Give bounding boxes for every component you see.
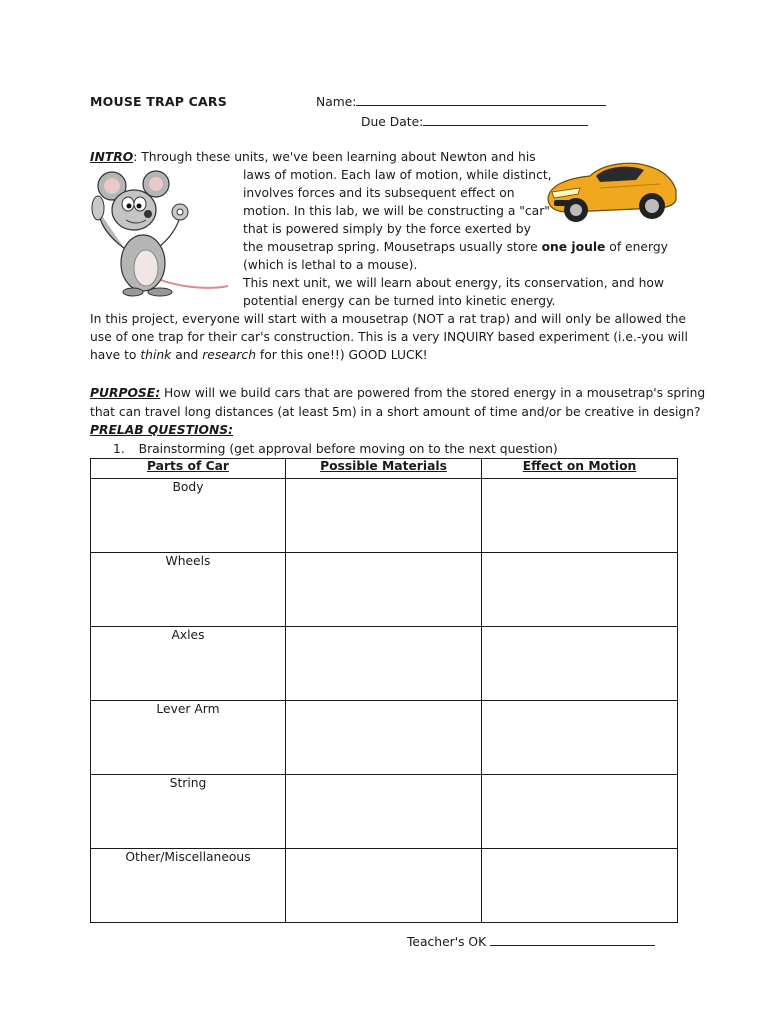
row-label-other: Other/Miscellaneous: [91, 849, 286, 923]
due-date-field: [361, 114, 588, 129]
project-line-2: use of one trap for their car's construction. This is a very INQUIRY based experiment (i.e.-you will: [90, 330, 688, 344]
table-row: [91, 701, 678, 775]
due-date-blank: [423, 114, 588, 126]
name-field: [316, 94, 606, 109]
due-date-label: Due Date:: [361, 115, 424, 129]
mouse-icon: [88, 168, 233, 303]
intro-line-2: laws of motion. Each law of motion, while distinct,: [243, 168, 552, 182]
intro-line-6: the mousetrap spring. Mousetraps usually store one joule of energy: [243, 240, 668, 254]
purpose-heading: PURPOSE:: [90, 386, 161, 400]
one-joule-text: one joule: [541, 240, 606, 254]
header-effect-on-motion: Effect on Motion: [482, 459, 678, 479]
header-possible-materials: Possible Materials: [286, 459, 482, 479]
car-icon: [540, 148, 680, 228]
teacher-ok-blank: [490, 934, 655, 946]
table-row: [91, 553, 678, 627]
intro-line-8: This next unit, we will learn about energy, its conservation, and how: [243, 276, 664, 290]
header-parts-of-car: Parts of Car: [91, 459, 286, 479]
name-label: Name:: [316, 95, 357, 109]
materials-cell[interactable]: [286, 775, 482, 849]
document-title: MOUSE TRAP CARS: [90, 94, 227, 109]
table-row: [91, 775, 678, 849]
intro-line-9: potential energy can be turned into kinetic energy.: [243, 294, 556, 308]
effect-cell[interactable]: [482, 701, 678, 775]
purpose-line-2: that can travel long distances (at least 5m) in a short amount of time and/or be creative in design?: [90, 405, 701, 419]
intro-heading: INTRO: [90, 150, 134, 164]
teacher-ok-label: Teacher's OK: [407, 935, 491, 949]
materials-cell[interactable]: [286, 553, 482, 627]
effect-cell[interactable]: [482, 775, 678, 849]
row-label-wheels: Wheels: [91, 553, 286, 627]
table-row: [91, 627, 678, 701]
research-text: research: [202, 348, 256, 362]
brainstorm-table: [90, 458, 678, 923]
materials-cell[interactable]: [286, 627, 482, 701]
table-header-row: [91, 459, 678, 479]
prelab-heading: PRELAB QUESTIONS:: [90, 423, 234, 437]
project-line-3: have to think and research for this one!!) GOOD LUCK!: [90, 348, 428, 362]
materials-cell[interactable]: [286, 479, 482, 553]
effect-cell[interactable]: [482, 553, 678, 627]
effect-cell[interactable]: [482, 849, 678, 923]
teacher-ok-field: [407, 934, 655, 949]
row-label-string: String: [91, 775, 286, 849]
table-row: [91, 479, 678, 553]
intro-line-7: (which is lethal to a mouse).: [243, 258, 418, 272]
materials-cell[interactable]: [286, 701, 482, 775]
row-label-lever-arm: Lever Arm: [91, 701, 286, 775]
project-line-1: In this project, everyone will start with a mousetrap (NOT a rat trap) and will only be allowed the: [90, 312, 686, 326]
effect-cell[interactable]: [482, 479, 678, 553]
question-1-text: Brainstorming (get approval before moving on to the next question): [138, 442, 558, 456]
think-text: think: [140, 348, 172, 362]
intro-line-3: involves forces and its subsequent effect on: [243, 186, 515, 200]
table-row: [91, 849, 678, 923]
question-1-number: 1.: [113, 442, 125, 456]
row-label-axles: Axles: [91, 627, 286, 701]
question-1: [113, 440, 558, 458]
effect-cell[interactable]: [482, 627, 678, 701]
intro-line-1: INTRO: Through these units, we've been learning about Newton and his: [90, 150, 536, 164]
row-label-body: Body: [91, 479, 286, 553]
purpose-line-1: PURPOSE: How will we build cars that are powered from the stored energy in a mousetrap's spring: [90, 386, 706, 400]
materials-cell[interactable]: [286, 849, 482, 923]
name-blank: [356, 94, 606, 106]
intro-line-5: that is powered simply by the force exerted by: [243, 222, 531, 236]
intro-line-4: motion. In this lab, we will be constructing a "car": [243, 204, 550, 218]
